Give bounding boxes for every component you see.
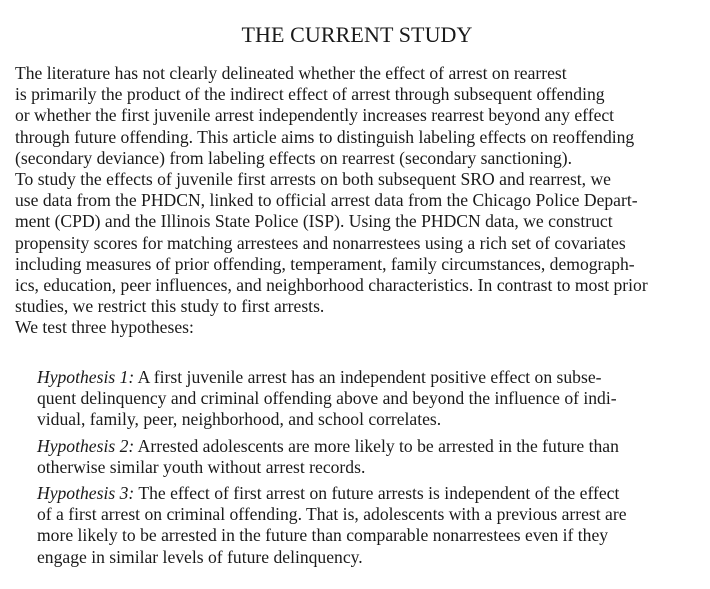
paragraph-2-line-4: propensity scores for matching arrestees and nonarrestees using a rich set of covariates: [15, 232, 626, 253]
hypothesis-3-label: Hypothesis 3:: [37, 483, 135, 504]
paragraph-2-line-5: including measures of prior offending, temperament, family circumstances, demograph-: [15, 253, 635, 274]
hypothesis-1-line-1: A first juvenile arrest has an independent positive effect on subse-: [134, 367, 602, 387]
hypothesis-3: [37, 483, 697, 568]
paragraph-2-line-2: use data from the PHDCN, linked to official arrest data from the Chicago Police Depart-: [15, 190, 638, 211]
paragraph-3-line-1: We test three hypotheses:: [15, 317, 194, 338]
paragraph-2-line-3: ment (CPD) and the Illinois State Police (ISP). Using the PHDCN data, we construct: [15, 211, 613, 232]
hypothesis-1-line-2: quent delinquency and criminal offending above and beyond the influence of indi-: [37, 388, 617, 409]
body-text: [15, 63, 710, 339]
paragraph-2-line-7: studies, we restrict this study to first arrests.: [15, 296, 325, 317]
paragraph-1-line-3: or whether the first juvenile arrest independently increases rearrest beyond any effect: [15, 105, 615, 126]
paragraph-1-line-1: The literature has not clearly delineated whether the effect of arrest on rearrest: [15, 63, 567, 83]
hypothesis-1-label: Hypothesis 1:: [37, 367, 135, 387]
section-heading: THE CURRENT STUDY: [241, 22, 473, 47]
hypothesis-2: [37, 436, 697, 478]
hypothesis-3-line-2: of a first arrest on criminal offending. That is, adolescents with a previous arrest are: [37, 504, 627, 525]
hypotheses-list: [37, 367, 697, 573]
hypothesis-3-line-1: The effect of first arrest on future arrests is independent of the effect: [134, 483, 620, 504]
hypothesis-1: [37, 367, 697, 431]
hypothesis-2-line-2: otherwise similar youth without arrest records.: [37, 456, 366, 477]
paragraph-1-line-2: is primarily the product of the indirect effect of arrest through subsequent offending: [15, 84, 605, 105]
hypothesis-2-line-1: Arrested adolescents are more likely to be arrested in the future than: [134, 435, 619, 456]
hypothesis-1-line-3: vidual, family, peer, neighborhood, and school correlates.: [37, 409, 442, 430]
hypothesis-2-label: Hypothesis 2:: [37, 435, 135, 456]
hypothesis-3-line-4: engage in similar levels of future delinquency.: [37, 546, 363, 567]
hypothesis-3-line-3: more likely to be arrested in the future than comparable nonarrestees even if they: [37, 525, 609, 546]
paragraph-2-line-6: ics, education, peer influences, and neighborhood characteristics. In contrast to most prior: [15, 275, 648, 296]
paragraph-1-line-5: (secondary deviance) from labeling effects on rearrest (secondary sanctioning).: [15, 147, 573, 168]
paragraph-1-line-4: through future offending. This article aims to distinguish labeling effects on reoffending: [15, 126, 635, 147]
paragraph-2-line-1: To study the effects of juvenile first arrests on both subsequent SRO and rearrest, we: [15, 169, 611, 190]
